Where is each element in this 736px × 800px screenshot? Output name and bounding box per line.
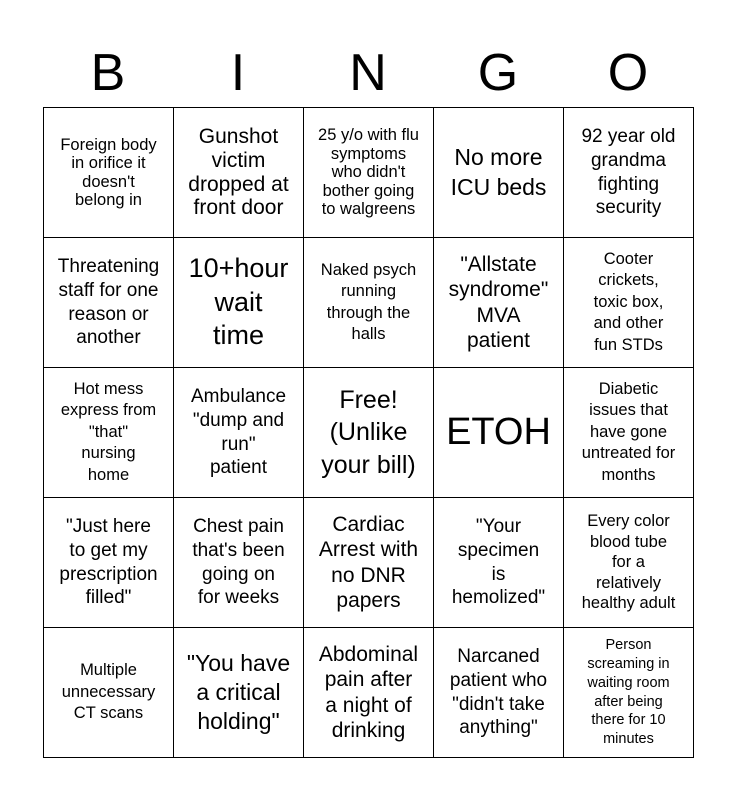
cell-text: "Just here to get my prescription filled" bbox=[59, 516, 158, 609]
cell-text: ETOH bbox=[446, 411, 551, 454]
cell-text: Ambulance "dump and run" patient bbox=[190, 386, 287, 479]
bingo-cell[interactable] bbox=[44, 628, 174, 758]
cell-text: Person screaming in waiting room after being there for 10 minutes bbox=[587, 636, 670, 748]
header-letter-o: O bbox=[607, 44, 649, 102]
bingo-header bbox=[43, 40, 693, 106]
bingo-cell[interactable] bbox=[564, 368, 694, 498]
cell-text: Foreign body in orifice it doesn't belong in bbox=[60, 135, 157, 209]
bingo-cell[interactable] bbox=[564, 628, 694, 758]
header-letter-g: G bbox=[477, 44, 519, 102]
cell-text: Naked psych running through the halls bbox=[320, 260, 417, 343]
bingo-cell[interactable] bbox=[174, 238, 304, 368]
cell-text: "Allstate syndrome" MVA patient bbox=[448, 253, 549, 352]
free-space-cell[interactable] bbox=[304, 368, 434, 498]
cell-text: Multiple unnecessary CT scans bbox=[61, 661, 156, 723]
cell-text: Narcaned patient who "didn't take anything" bbox=[449, 646, 548, 739]
cell-text: 10+hour wait time bbox=[188, 252, 289, 351]
bingo-cell[interactable] bbox=[44, 108, 174, 238]
header-letter-b: B bbox=[90, 44, 126, 102]
bingo-card bbox=[43, 107, 694, 758]
bingo-cell[interactable] bbox=[434, 238, 564, 368]
bingo-cell[interactable] bbox=[174, 498, 304, 628]
bingo-cell[interactable] bbox=[174, 108, 304, 238]
cell-text: Every color blood tube for a relatively healthy adult bbox=[581, 511, 676, 613]
bingo-cell[interactable] bbox=[44, 498, 174, 628]
cell-text: "You have a critical holding" bbox=[186, 650, 291, 734]
bingo-cell[interactable] bbox=[564, 238, 694, 368]
cell-text: Threatening staff for one reason or another bbox=[57, 256, 160, 349]
bingo-cell[interactable] bbox=[434, 368, 564, 498]
cell-text: "Your specimen is hemolized" bbox=[451, 516, 546, 609]
cell-text: No more ICU beds bbox=[450, 143, 547, 200]
bingo-cell[interactable] bbox=[174, 368, 304, 498]
bingo-cell[interactable] bbox=[564, 108, 694, 238]
cell-text: Cooter crickets, toxic box, and other fun STDs bbox=[593, 249, 664, 354]
bingo-cell[interactable] bbox=[304, 628, 434, 758]
cell-text: 25 y/o with flu symptoms who didn't bother going to walgreens bbox=[318, 126, 419, 219]
bingo-cell[interactable] bbox=[564, 498, 694, 628]
bingo-cell[interactable] bbox=[44, 368, 174, 498]
bingo-cell[interactable] bbox=[174, 628, 304, 758]
cell-text: Chest pain that's been going on for weeks bbox=[192, 516, 285, 609]
bingo-cell[interactable] bbox=[304, 498, 434, 628]
free-space-text: Free! (Unlike your bill) bbox=[321, 385, 416, 479]
bingo-cell[interactable] bbox=[434, 498, 564, 628]
header-letter-i: I bbox=[230, 44, 246, 102]
header-letter-n: N bbox=[349, 44, 387, 102]
bingo-cell[interactable] bbox=[44, 238, 174, 368]
bingo-cell[interactable] bbox=[304, 108, 434, 238]
bingo-cell[interactable] bbox=[434, 108, 564, 238]
bingo-cell[interactable] bbox=[434, 628, 564, 758]
cell-text: Abdominal pain after a night of drinking bbox=[318, 643, 419, 742]
cell-text: Cardiac Arrest with no DNR papers bbox=[318, 513, 419, 612]
cell-text: Hot mess express from "that" nursing home bbox=[60, 379, 157, 484]
cell-text: Diabetic issues that have gone untreated for months bbox=[581, 379, 676, 484]
cell-text: 92 year old grandma fighting security bbox=[581, 126, 676, 219]
cell-text: Gunshot victim dropped at front door bbox=[188, 125, 289, 220]
bingo-cell[interactable] bbox=[304, 238, 434, 368]
